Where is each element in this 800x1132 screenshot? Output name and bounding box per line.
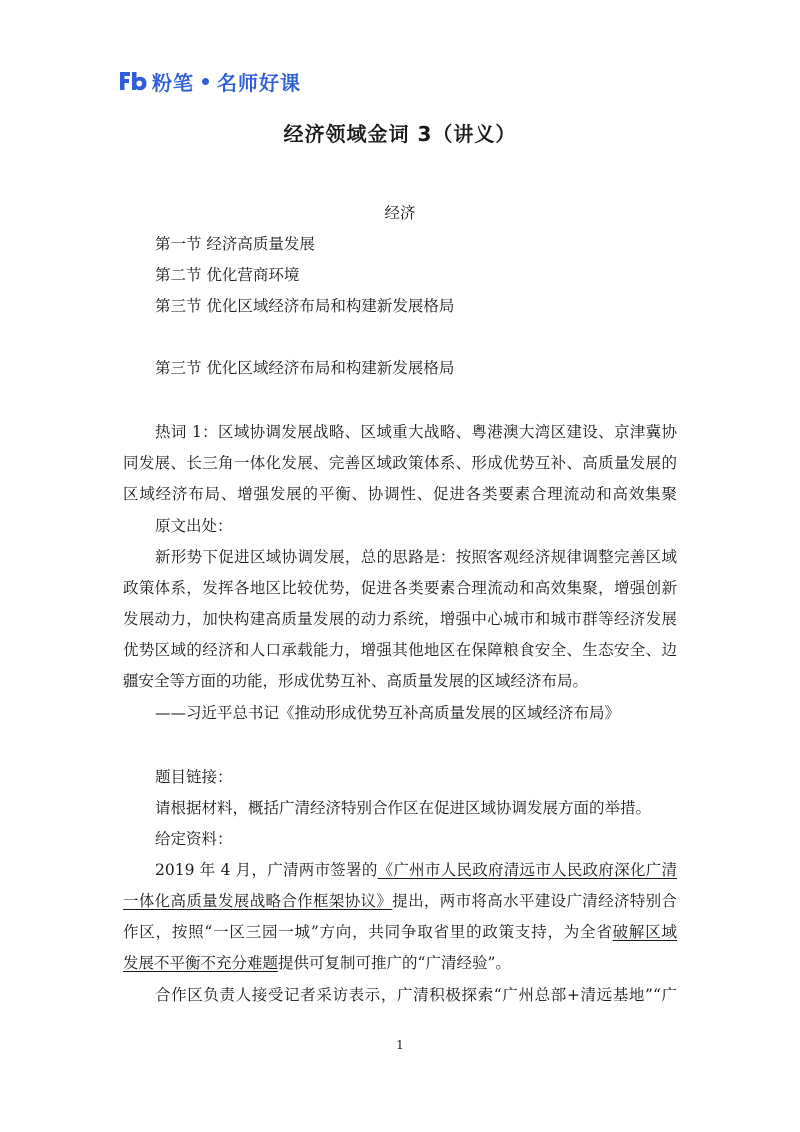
brand-logo [118,66,301,96]
material-p1-text: 提出，两市将高水平建设广清经济特别合 [392,892,677,910]
highlighted-phrase-continued: 发展不平衡不充分难题 [123,954,279,972]
question-label: 题目链接： [155,768,233,786]
source-line-4: 优势区域的经济和人口承载能力，增强其他地区在保障粮食安全、生态安全、边 [123,641,677,659]
source-line-5: 疆安全等方面的功能，形成优势互补、高质量发展的区域经济布局。 [123,672,589,690]
source-label: 原文出处： [155,517,233,535]
fenbi-logo-icon [118,70,148,92]
section-heading: 第三节 优化区域经济布局和构建新发展格局 [155,359,455,377]
hotword-line-3: 区域经济布局、增强发展的平衡、协调性、促进各类要素合理流动和高效集聚 [123,485,677,503]
material-p1-text: 作区，按照“一区三园一城”方向，共同争取省里的政策支持，为全省 [123,923,613,941]
brand-name: 粉笔 [152,70,194,95]
agreement-title-link-continued: 一体化高质量发展战略合作框架协议》 [123,892,393,910]
source-line-3: 发展动力，加快构建高质量发展的动力系统，增强中心城市和城市群等经济发展 [123,610,677,628]
source-attribution: ——习近平总书记《推动形成优势互补高质量发展的区域经济布局》 [155,704,621,722]
toc-heading: 经济 [384,204,416,222]
material-p1-text: 提供可复制可推广的“广清经验”。 [278,954,511,972]
document-title: 经济领域金词 3（讲义） [283,122,517,146]
hotword-line-2: 同发展、长三角一体化发展、完善区域政策体系、形成优势互补、高质量发展的 [123,454,677,472]
toc-item-1: 第一节 经济高质量发展 [155,235,315,253]
material-p1-line-4 [123,953,511,973]
material-p1-line-3 [123,922,677,942]
source-line-1: 新形势下促进区域协调发展，总的思路是：按照客观经济规律调整完善区域 [155,548,677,566]
source-line-2: 政策体系，发挥各地区比较优势，促进各类要素合理流动和高效集聚，增强创新 [123,579,677,597]
material-p1-line-1 [155,860,677,880]
question-text: 请根据材料，概括广清经济特别合作区在促进区域协调发展方面的举措。 [155,799,652,817]
page-number: 1 [396,1038,404,1052]
material-p1-line-2 [123,891,677,911]
agreement-title-link: 《广州市人民政府清远市人民政府深化广清 [377,861,677,879]
material-p2-line-1: 合作区负责人接受记者采访表示，广清积极探索“广州总部+清远基地”“广 [155,986,677,1004]
highlighted-phrase: 破解区域 [612,923,677,941]
toc-item-3: 第三节 优化区域经济布局和构建新发展格局 [155,297,455,315]
separator-dot-icon [202,78,209,85]
material-p1-text: 2019 年 4 月，广清两市签署的 [155,861,378,879]
material-label: 给定资料： [155,830,233,848]
hotword-line-1: 热词 1：区域协调发展战略、区域重大战略、粤港澳大湾区建设、京津冀协 [155,423,677,441]
brand-slogan: 名师好课 [217,70,301,95]
toc-item-2: 第二节 优化营商环境 [155,266,300,284]
